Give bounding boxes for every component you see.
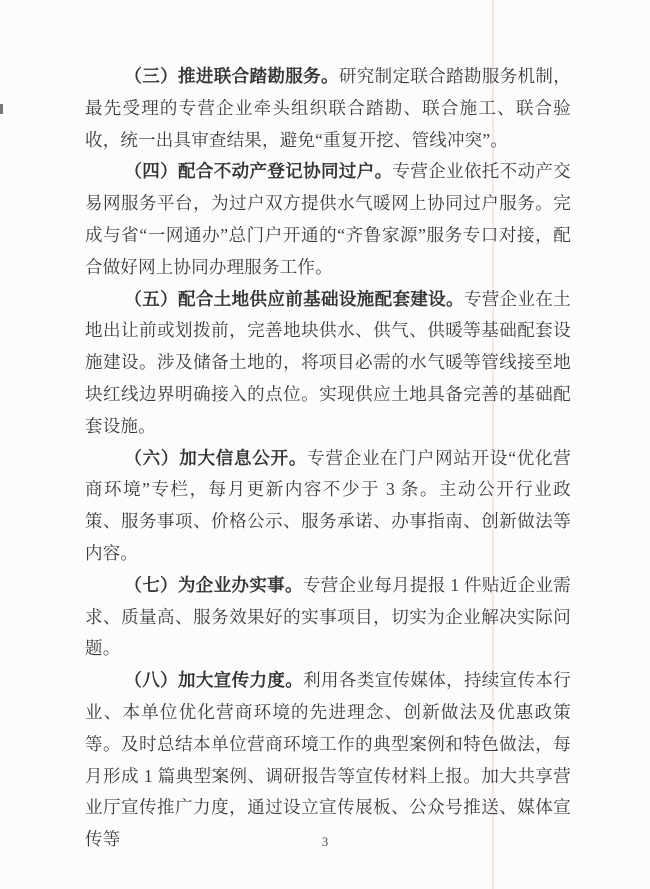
scan-edge-speck (0, 104, 3, 114)
paragraph-body: 专营企业依托不动产交易网服务平台，为过户双方提供水气暖网上协同过户服务。完成与省“一网通办”总门户开通的“齐鲁家源”服务专口对接，配合做好网上协同办理服务工作。 (85, 161, 571, 277)
paragraph-item-8 (85, 665, 571, 856)
paragraph-item-6 (85, 443, 571, 570)
paragraph-heading: （七）为企业办实事。 (124, 574, 303, 595)
paragraph-body: 利用各类宣传媒体，持续宣传本行业、本单位优化营商环境的先进理念、创新做法及优惠政策等。及时总结本单位营商环境工作的典型案例和特色做法，每月形成 1 篇典型案例、调研报告等宣传材料上报。加大共享营业厅宣传推广力度，通过设立宣传展板、公众号推送、媒体宣传等 (85, 670, 571, 850)
paragraph-body: 专营企业在土地出让前或划拨前，完善地块供水、供气、供暖等基础配套设施建设。涉及储备土地的，将项目必需的水气暖等管线接至地块红线边界明确接入的点位。实现供应土地具备完善的基础配套设施。 (85, 288, 571, 436)
paragraph-heading: （五）配合土地供应前基础设施配套建设。 (124, 288, 464, 309)
paragraph-heading: （三）推进联合踏勘服务。 (124, 66, 339, 86)
paragraph-body: 专营企业在门户网站开设“优化营商环境”专栏，每月更新内容不少于 3 条。主动公开行业政策、服务事项、价格公示、服务承诺、办事指南、创新做法等内容。 (85, 447, 571, 563)
paragraph-body: 研究制定联合踏勘服务机制，最先受理的专营企业牵头组织联合踏勘、联合施工、联合验收，统一出具审查结果，避免“重复开挖、管线冲突”。 (85, 66, 571, 150)
paragraph-heading: （八）加大宣传力度。 (124, 670, 304, 691)
paragraph-heading: （四）配合不动产登记协同过户。 (124, 161, 393, 182)
paragraph-body: 专营企业每月提报 1 件贴近企业需求、质量高、服务效果好的实事项目，切实为企业解决实际问题。 (85, 574, 572, 659)
paragraph-heading: （六）加大信息公开。 (124, 447, 308, 468)
paragraph-item-4 (85, 156, 571, 283)
document-text (85, 61, 571, 856)
paragraph-item-5 (85, 284, 571, 443)
paragraph-item-7 (85, 570, 571, 665)
page-number: 3 (321, 834, 329, 849)
paragraph-item-3 (85, 61, 571, 156)
